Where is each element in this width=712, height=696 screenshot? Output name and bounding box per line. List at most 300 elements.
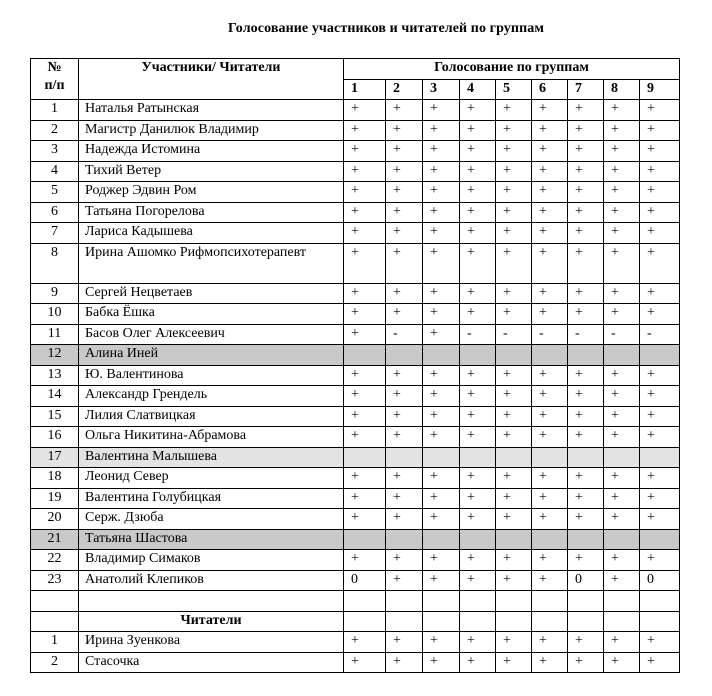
vote-cell-group-6: + <box>532 550 568 571</box>
vote-cell-group-8: - <box>604 324 640 345</box>
vote-cell-group-6: + <box>532 652 568 673</box>
row-number: 2 <box>31 120 79 141</box>
row-name: Татьяна Шастова <box>79 529 344 550</box>
empty-cell <box>640 611 680 632</box>
row-number: 18 <box>31 468 79 489</box>
vote-cell-group-5: + <box>496 406 532 427</box>
vote-cell-group-6: + <box>532 632 568 653</box>
row-name: Валентина Голубицкая <box>79 488 344 509</box>
vote-cell-group-7: + <box>568 141 604 162</box>
row-number: 22 <box>31 550 79 571</box>
vote-cell-group-8: + <box>604 120 640 141</box>
vote-cell-group-3: + <box>423 202 460 223</box>
row-number: 9 <box>31 283 79 304</box>
participant-row <box>31 120 680 141</box>
vote-cell-group-3: + <box>423 324 460 345</box>
vote-cell-group-5: + <box>496 468 532 489</box>
vote-cell-group-4: + <box>460 283 496 304</box>
vote-cell-group-9: + <box>640 488 680 509</box>
vote-cell-group-5: - <box>496 324 532 345</box>
vote-cell-group-8: + <box>604 283 640 304</box>
vote-cell-group-9: 0 <box>640 570 680 591</box>
vote-cell-group-7 <box>568 345 604 366</box>
vote-cell-group-2: + <box>386 550 423 571</box>
row-name: Лилия Слатвицкая <box>79 406 344 427</box>
vote-cell-group-1: 0 <box>344 570 386 591</box>
empty-cell <box>460 611 496 632</box>
empty-cell <box>79 591 344 612</box>
header-groups-title: Голосование по группам <box>344 59 680 80</box>
vote-cell-group-5: + <box>496 386 532 407</box>
vote-cell-group-4: + <box>460 141 496 162</box>
page-title: Голосование участников и читателей по группам <box>228 21 544 36</box>
vote-cell-group-6: + <box>532 386 568 407</box>
vote-cell-group-5: + <box>496 283 532 304</box>
group-header-7: 7 <box>568 79 604 100</box>
participant-row <box>31 100 680 121</box>
vote-cell-group-4: + <box>460 406 496 427</box>
vote-cell-group-3: + <box>423 141 460 162</box>
vote-cell-group-8: + <box>604 427 640 448</box>
vote-cell-group-1: + <box>344 550 386 571</box>
vote-cell-group-3: + <box>423 182 460 203</box>
vote-cell-group-5: + <box>496 509 532 530</box>
vote-cell-group-6 <box>532 447 568 468</box>
row-name: Алина Иней <box>79 345 344 366</box>
vote-cell-group-3: + <box>423 304 460 325</box>
vote-cell-group-1: + <box>344 632 386 653</box>
vote-cell-group-6: + <box>532 365 568 386</box>
empty-cell <box>423 591 460 612</box>
row-name: Валентина Малышева <box>79 447 344 468</box>
empty-cell <box>31 591 79 612</box>
participant-row <box>31 509 680 530</box>
participant-row <box>31 324 680 345</box>
vote-cell-group-3: + <box>423 120 460 141</box>
vote-cell-group-9: + <box>640 304 680 325</box>
vote-cell-group-2: + <box>386 509 423 530</box>
row-number: 10 <box>31 304 79 325</box>
readers-section-title: Читатели <box>79 611 344 632</box>
vote-cell-group-3: + <box>423 509 460 530</box>
participant-row <box>31 283 680 304</box>
vote-cell-group-1: + <box>344 406 386 427</box>
vote-cell-group-7: + <box>568 386 604 407</box>
reader-row <box>31 632 680 653</box>
vote-cell-group-4: + <box>460 427 496 448</box>
vote-cell-group-7: + <box>568 468 604 489</box>
vote-cell-group-1: + <box>344 243 386 283</box>
vote-cell-group-8 <box>604 529 640 550</box>
row-number: 1 <box>31 632 79 653</box>
empty-cell <box>604 591 640 612</box>
row-name: Роджер Эдвин Ром <box>79 182 344 203</box>
vote-cell-group-3: + <box>423 283 460 304</box>
vote-cell-group-8: + <box>604 141 640 162</box>
vote-cell-group-6: - <box>532 324 568 345</box>
vote-cell-group-7: + <box>568 550 604 571</box>
empty-cell <box>423 611 460 632</box>
vote-cell-group-9: + <box>640 427 680 448</box>
vote-cell-group-5: + <box>496 100 532 121</box>
participant-row <box>31 304 680 325</box>
row-name: Тихий Ветер <box>79 161 344 182</box>
row-number: 8 <box>31 243 79 283</box>
vote-cell-group-8: + <box>604 365 640 386</box>
vote-cell-group-1: + <box>344 509 386 530</box>
vote-cell-group-4: + <box>460 120 496 141</box>
participant-row <box>31 161 680 182</box>
vote-cell-group-2: + <box>386 100 423 121</box>
vote-cell-group-4 <box>460 345 496 366</box>
vote-cell-group-4: + <box>460 223 496 244</box>
empty-cell <box>386 591 423 612</box>
vote-cell-group-5: + <box>496 161 532 182</box>
row-number: 3 <box>31 141 79 162</box>
participant-row <box>31 468 680 489</box>
vote-cell-group-9: + <box>640 406 680 427</box>
vote-cell-group-6 <box>532 345 568 366</box>
participant-row <box>31 141 680 162</box>
vote-cell-group-1: + <box>344 427 386 448</box>
vote-cell-group-9: + <box>640 632 680 653</box>
vote-cell-group-5: + <box>496 120 532 141</box>
vote-cell-group-8: + <box>604 570 640 591</box>
vote-cell-group-4: + <box>460 182 496 203</box>
row-name: Надежда Истомина <box>79 141 344 162</box>
row-number: 23 <box>31 570 79 591</box>
vote-cell-group-7: + <box>568 243 604 283</box>
vote-cell-group-3: + <box>423 243 460 283</box>
vote-cell-group-1: + <box>344 202 386 223</box>
vote-cell-group-5: + <box>496 632 532 653</box>
vote-cell-group-6: + <box>532 182 568 203</box>
vote-cell-group-9: - <box>640 324 680 345</box>
vote-cell-group-6: + <box>532 141 568 162</box>
vote-cell-group-6: + <box>532 243 568 283</box>
row-number: 16 <box>31 427 79 448</box>
vote-cell-group-7: - <box>568 324 604 345</box>
vote-cell-group-6: + <box>532 509 568 530</box>
vote-cell-group-9 <box>640 345 680 366</box>
vote-cell-group-2: + <box>386 632 423 653</box>
empty-cell <box>604 611 640 632</box>
vote-cell-group-5 <box>496 447 532 468</box>
voting-table <box>30 58 680 673</box>
vote-cell-group-6: + <box>532 100 568 121</box>
row-number: 2 <box>31 652 79 673</box>
vote-cell-group-7 <box>568 447 604 468</box>
empty-cell <box>496 611 532 632</box>
vote-cell-group-9: + <box>640 161 680 182</box>
row-name: Стасочка <box>79 652 344 673</box>
vote-cell-group-9: + <box>640 652 680 673</box>
vote-cell-group-2: - <box>386 324 423 345</box>
vote-cell-group-4: + <box>460 652 496 673</box>
vote-cell-group-7: 0 <box>568 570 604 591</box>
vote-cell-group-4: + <box>460 570 496 591</box>
vote-cell-group-2: + <box>386 243 423 283</box>
vote-cell-group-3 <box>423 529 460 550</box>
vote-cell-group-3: + <box>423 223 460 244</box>
vote-cell-group-8: + <box>604 632 640 653</box>
vote-cell-group-1: + <box>344 652 386 673</box>
vote-cell-group-5: + <box>496 570 532 591</box>
empty-cell <box>532 591 568 612</box>
vote-cell-group-8: + <box>604 652 640 673</box>
readers-section-row <box>31 611 680 632</box>
vote-cell-group-3 <box>423 345 460 366</box>
vote-cell-group-4: + <box>460 488 496 509</box>
header-number-line2: п/п <box>44 78 65 93</box>
vote-cell-group-8: + <box>604 161 640 182</box>
vote-cell-group-8: + <box>604 488 640 509</box>
vote-cell-group-4: + <box>460 202 496 223</box>
row-number: 6 <box>31 202 79 223</box>
empty-cell <box>344 611 386 632</box>
row-number: 14 <box>31 386 79 407</box>
vote-cell-group-2: + <box>386 570 423 591</box>
vote-cell-group-5: + <box>496 243 532 283</box>
vote-cell-group-3: + <box>423 161 460 182</box>
participant-row <box>31 427 680 448</box>
vote-cell-group-4: + <box>460 632 496 653</box>
vote-cell-group-7: + <box>568 120 604 141</box>
vote-cell-group-2: + <box>386 468 423 489</box>
vote-cell-group-4: - <box>460 324 496 345</box>
vote-cell-group-3: + <box>423 652 460 673</box>
participant-row <box>31 386 680 407</box>
vote-cell-group-4: + <box>460 304 496 325</box>
vote-cell-group-5: + <box>496 652 532 673</box>
vote-cell-group-4: + <box>460 243 496 283</box>
empty-cell <box>568 591 604 612</box>
participant-row <box>31 488 680 509</box>
vote-cell-group-2: + <box>386 202 423 223</box>
row-name: Александр Грендель <box>79 386 344 407</box>
participant-row <box>31 570 680 591</box>
vote-cell-group-1: + <box>344 161 386 182</box>
vote-cell-group-1 <box>344 529 386 550</box>
vote-cell-group-5: + <box>496 304 532 325</box>
table-body <box>31 100 680 673</box>
vote-cell-group-6: + <box>532 223 568 244</box>
row-number: 4 <box>31 161 79 182</box>
group-header-1: 1 <box>344 79 386 100</box>
row-name: Наталья Ратынская <box>79 100 344 121</box>
participant-row <box>31 345 680 366</box>
row-number: 11 <box>31 324 79 345</box>
vote-cell-group-7: + <box>568 202 604 223</box>
participant-row <box>31 223 680 244</box>
vote-cell-group-8: + <box>604 468 640 489</box>
vote-cell-group-4: + <box>460 161 496 182</box>
group-header-8: 8 <box>604 79 640 100</box>
vote-cell-group-6: + <box>532 427 568 448</box>
vote-cell-group-5: + <box>496 141 532 162</box>
participant-row <box>31 365 680 386</box>
vote-cell-group-1: + <box>344 386 386 407</box>
vote-cell-group-6: + <box>532 120 568 141</box>
vote-cell-group-4: + <box>460 509 496 530</box>
vote-cell-group-8: + <box>604 509 640 530</box>
vote-cell-group-5: + <box>496 365 532 386</box>
vote-cell-group-7: + <box>568 161 604 182</box>
vote-cell-group-4: + <box>460 550 496 571</box>
group-header-3: 3 <box>423 79 460 100</box>
vote-cell-group-1: + <box>344 120 386 141</box>
row-name: Басов Олег Алексеевич <box>79 324 344 345</box>
row-name: Серж. Дзюба <box>79 509 344 530</box>
vote-cell-group-9: + <box>640 468 680 489</box>
row-name: Магистр Данилюк Владимир <box>79 120 344 141</box>
vote-cell-group-5: + <box>496 223 532 244</box>
vote-cell-group-9 <box>640 447 680 468</box>
table-header <box>31 59 680 100</box>
vote-cell-group-1: + <box>344 365 386 386</box>
row-number: 15 <box>31 406 79 427</box>
group-header-9: 9 <box>640 79 680 100</box>
vote-cell-group-2: + <box>386 223 423 244</box>
empty-cell <box>386 611 423 632</box>
vote-cell-group-8: + <box>604 406 640 427</box>
vote-cell-group-3: + <box>423 550 460 571</box>
empty-cell <box>640 591 680 612</box>
vote-cell-group-6 <box>532 529 568 550</box>
vote-cell-group-7: + <box>568 283 604 304</box>
vote-cell-group-2 <box>386 529 423 550</box>
vote-cell-group-3: + <box>423 386 460 407</box>
vote-cell-group-6: + <box>532 161 568 182</box>
vote-cell-group-2 <box>386 345 423 366</box>
row-name: Татьяна Погорелова <box>79 202 344 223</box>
vote-cell-group-7: + <box>568 304 604 325</box>
spacer-row <box>31 591 680 612</box>
vote-cell-group-1: + <box>344 283 386 304</box>
vote-cell-group-5 <box>496 529 532 550</box>
vote-cell-group-2: + <box>386 488 423 509</box>
row-name: Владимир Симаков <box>79 550 344 571</box>
vote-cell-group-9: + <box>640 202 680 223</box>
row-name: Ирина Зуенкова <box>79 632 344 653</box>
vote-cell-group-9: + <box>640 182 680 203</box>
vote-cell-group-8: + <box>604 550 640 571</box>
participant-row <box>31 406 680 427</box>
vote-cell-group-8: + <box>604 243 640 283</box>
vote-cell-group-4: + <box>460 100 496 121</box>
participant-row <box>31 182 680 203</box>
vote-cell-group-9: + <box>640 223 680 244</box>
vote-cell-group-3: + <box>423 488 460 509</box>
vote-cell-group-2: + <box>386 304 423 325</box>
vote-cell-group-7 <box>568 529 604 550</box>
vote-cell-group-7: + <box>568 100 604 121</box>
participant-row <box>31 550 680 571</box>
row-number: 20 <box>31 509 79 530</box>
vote-cell-group-1 <box>344 345 386 366</box>
vote-cell-group-5: + <box>496 550 532 571</box>
empty-cell <box>496 591 532 612</box>
vote-cell-group-7: + <box>568 365 604 386</box>
vote-cell-group-8: + <box>604 100 640 121</box>
vote-cell-group-1: + <box>344 468 386 489</box>
vote-cell-group-3: + <box>423 406 460 427</box>
vote-cell-group-3 <box>423 447 460 468</box>
vote-cell-group-8: + <box>604 223 640 244</box>
empty-cell <box>460 591 496 612</box>
vote-cell-group-8: + <box>604 304 640 325</box>
vote-cell-group-1: + <box>344 223 386 244</box>
vote-cell-group-3: + <box>423 365 460 386</box>
vote-cell-group-2: + <box>386 365 423 386</box>
vote-cell-group-7: + <box>568 632 604 653</box>
row-name: Лариса Кадышева <box>79 223 344 244</box>
vote-cell-group-1: + <box>344 488 386 509</box>
vote-cell-group-5: + <box>496 488 532 509</box>
vote-cell-group-7: + <box>568 182 604 203</box>
vote-cell-group-8: + <box>604 182 640 203</box>
vote-cell-group-7: + <box>568 427 604 448</box>
vote-cell-group-2: + <box>386 406 423 427</box>
vote-cell-group-6: + <box>532 468 568 489</box>
participant-row <box>31 243 680 283</box>
row-number: 7 <box>31 223 79 244</box>
row-number: 5 <box>31 182 79 203</box>
vote-cell-group-9: + <box>640 550 680 571</box>
row-number: 21 <box>31 529 79 550</box>
vote-cell-group-9: + <box>640 365 680 386</box>
vote-cell-group-7: + <box>568 652 604 673</box>
row-name: Анатолий Клепиков <box>79 570 344 591</box>
row-number: 19 <box>31 488 79 509</box>
row-name: Ольга Никитина-Абрамова <box>79 427 344 448</box>
vote-cell-group-9: + <box>640 243 680 283</box>
vote-cell-group-5 <box>496 345 532 366</box>
vote-cell-group-9: + <box>640 283 680 304</box>
vote-cell-group-9: + <box>640 141 680 162</box>
vote-cell-group-4: + <box>460 468 496 489</box>
vote-cell-group-2 <box>386 447 423 468</box>
participant-row <box>31 202 680 223</box>
vote-cell-group-9: + <box>640 100 680 121</box>
row-name: Бабка Ёшка <box>79 304 344 325</box>
vote-cell-group-1: + <box>344 304 386 325</box>
vote-cell-group-4: + <box>460 386 496 407</box>
empty-cell <box>568 611 604 632</box>
group-header-4: 4 <box>460 79 496 100</box>
row-number: 13 <box>31 365 79 386</box>
vote-cell-group-2: + <box>386 652 423 673</box>
vote-cell-group-4: + <box>460 365 496 386</box>
vote-cell-group-2: + <box>386 182 423 203</box>
group-header-5: 5 <box>496 79 532 100</box>
vote-cell-group-7: + <box>568 223 604 244</box>
vote-cell-group-8 <box>604 345 640 366</box>
vote-cell-group-8 <box>604 447 640 468</box>
empty-cell <box>532 611 568 632</box>
vote-cell-group-4 <box>460 447 496 468</box>
vote-cell-group-4 <box>460 529 496 550</box>
group-header-2: 2 <box>386 79 423 100</box>
vote-cell-group-3: + <box>423 100 460 121</box>
vote-cell-group-9: + <box>640 120 680 141</box>
empty-cell <box>344 591 386 612</box>
vote-cell-group-3: + <box>423 427 460 448</box>
vote-cell-group-5: + <box>496 427 532 448</box>
vote-cell-group-7: + <box>568 509 604 530</box>
reader-row <box>31 652 680 673</box>
participant-row <box>31 447 680 468</box>
